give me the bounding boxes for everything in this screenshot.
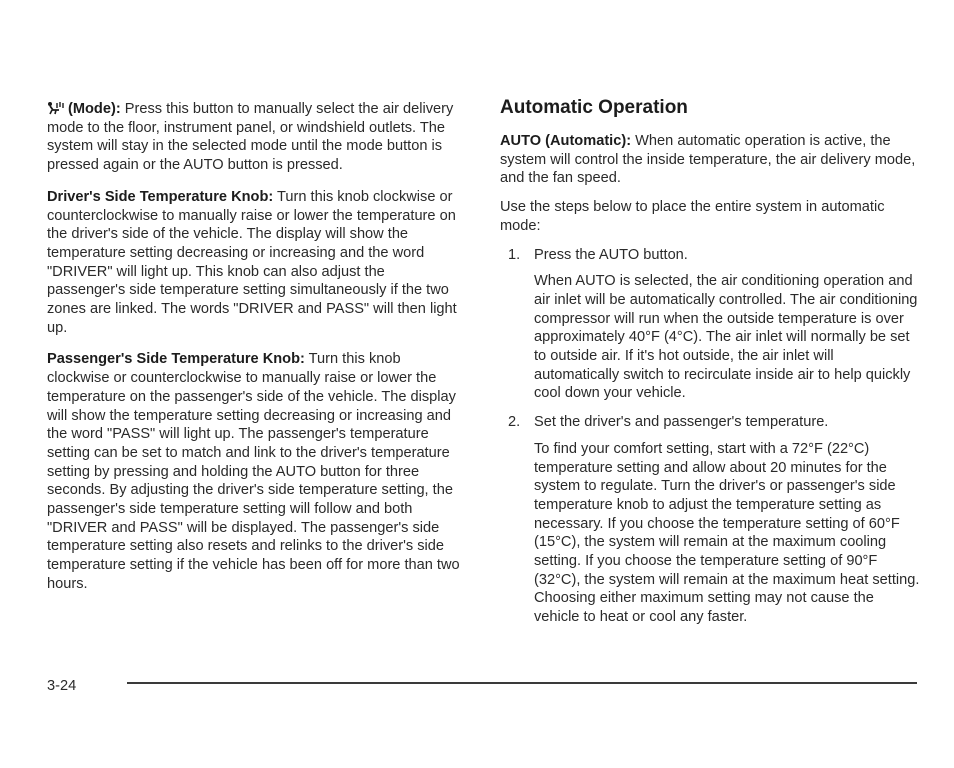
section-heading: Automatic Operation	[500, 97, 688, 118]
step-detail-text: To find your comfort setting, start with a 72°F (22°C) temperature setting and allow about 20 minutes for the system to regulate. Turn the driver's or passenger's side temperature knob to adjust the temperature setting as necessary. If you choose the temperature setting of 60°F (15°C), the system will remain at the maximum cooling setting. If you choose the temperature setting of 90°F (32°C), the system will remain at the maximum heat setting. Choosing either maximum setting may not cause the vehicle to heat or cool any faster.	[534, 440, 920, 626]
auto-label: AUTO (Automatic):	[500, 133, 632, 149]
step-item	[500, 246, 920, 404]
mode-paragraph	[47, 100, 467, 175]
driver-knob-label: Driver's Side Temperature Knob:	[47, 188, 274, 205]
mode-label-text: (Mode):	[68, 101, 121, 117]
intro-paragraph: Use the steps below to place the entire system in automatic mode:	[500, 199, 885, 234]
mode-icon	[47, 101, 65, 115]
mode-label	[47, 101, 121, 117]
left-column	[47, 100, 467, 594]
step-main-text: Press the AUTO button.	[534, 246, 688, 263]
driver-knob-paragraph	[47, 188, 467, 338]
page-number: 3-24	[47, 678, 77, 694]
passenger-knob-paragraph	[47, 350, 467, 593]
step-detail-text: When AUTO is selected, the air conditioning operation and air inlet will be automatically controlled. The air conditioning compressor will run when the outside temperature is over approximately 40°F (4°C). The air inlet will normally be set to outside air. If it's hot outside, the air inlet will automatically switch to recirculate inside air to help quickly cool down your vehicle.	[534, 273, 918, 402]
step-number: 1.	[508, 246, 521, 263]
step-item	[500, 413, 920, 627]
auto-paragraph	[500, 132, 920, 188]
passenger-knob-label: Passenger's Side Temperature Knob:	[47, 351, 305, 368]
passenger-knob-text: Turn this knob clockwise or counterclockwise to manually raise or lower the temperature on the passenger's side of the vehicle. The display will show the temperature setting decreasing or increasing and the word "PASS" will light up. The passenger's temperature setting can be set to match and link to the driver's temperature setting by pressing and holding the AUTO button for three seconds. By adjusting the driver's side temperature setting, the passenger's side temperature setting will follow and both "DRIVER and PASS" will be displayed. The passenger's side temperature setting also resets and relinks to the driver's side temperature setting if the vehicle has been off for more than two hours.	[47, 351, 460, 592]
auto-text: When automatic operation is active, the system will control the inside temperature, the air delivery mode, and the fan speed.	[500, 133, 916, 187]
steps-list	[500, 246, 920, 627]
step-main-text: Set the driver's and passenger's temperature.	[534, 414, 829, 431]
right-column	[500, 96, 920, 637]
step-number: 2.	[508, 414, 521, 431]
driver-knob-text: Turn this knob clockwise or counterclockwise to manually raise or lower the temperature on the driver's side of the vehicle. The display will show the temperature setting decreasing or increasing and the word "DRIVER" will light up. This knob can also adjust the passenger's side temperature setting simultaneously if the two zones are linked. The words "DRIVER and PASS" will then light up.	[47, 188, 457, 336]
mode-text: Press this button to manually select the air delivery mode to the floor, instrument panel, or windshield outlets. The system will stay in the selected mode until the mode button is pressed again or the AUTO button is pressed.	[47, 101, 454, 174]
footer-divider	[127, 682, 917, 684]
